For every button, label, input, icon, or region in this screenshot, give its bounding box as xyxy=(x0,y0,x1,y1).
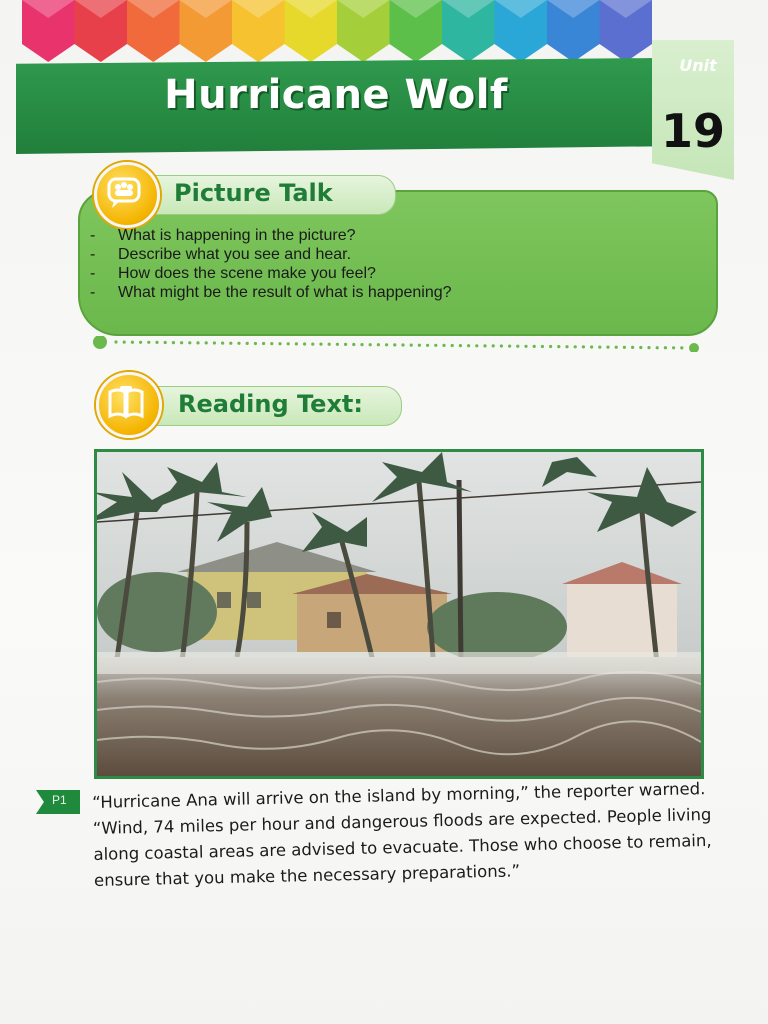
divider-dot xyxy=(205,341,208,344)
unit-number: 19 xyxy=(660,104,725,158)
divider-dot xyxy=(336,343,339,346)
divider-dot xyxy=(393,343,396,346)
reading-paragraph: “Hurricane Ana will arrive on the island by morning,” the reporter warned. “Wind, 74 miles per hour and dangerous floods are expected. People living along coastal areas are advised to evacuate. Those who choose to remain, ensure that you make the necessary preparations.” xyxy=(92,779,712,890)
divider-dot xyxy=(623,346,626,349)
divider-dot xyxy=(426,344,429,347)
divider-dot xyxy=(139,341,142,344)
question-item: - How does the scene make you feel? xyxy=(90,264,452,283)
divider-dot xyxy=(164,341,167,344)
divider-dot xyxy=(401,343,404,346)
divider-dot xyxy=(287,342,290,345)
divider-dot xyxy=(295,342,298,345)
divider-dot xyxy=(229,342,232,345)
divider-dot xyxy=(196,341,199,344)
divider-dot xyxy=(155,341,158,344)
divider-dot xyxy=(352,343,355,346)
divider-dot xyxy=(385,343,388,346)
divider-dot xyxy=(328,343,331,346)
divider-dot xyxy=(631,346,634,349)
divider-dot xyxy=(123,341,126,344)
divider-dot xyxy=(188,341,191,344)
divider-dot xyxy=(237,342,240,345)
divider-dot xyxy=(451,344,454,347)
rainbow-header-band xyxy=(22,0,652,62)
divider-dot xyxy=(377,343,380,346)
picture-talk-questions xyxy=(90,226,452,302)
divider-dot xyxy=(344,343,347,346)
divider-dot xyxy=(656,346,659,349)
divider-dot xyxy=(254,342,257,345)
divider-dot xyxy=(492,344,495,347)
divider-dot xyxy=(639,346,642,349)
divider-dot xyxy=(500,344,503,347)
divider-dot xyxy=(582,345,585,348)
divider-dot xyxy=(410,344,413,347)
divider-dot xyxy=(434,344,437,347)
divider-dot xyxy=(172,341,175,344)
divider-dot xyxy=(459,344,462,347)
divider-dot xyxy=(467,344,470,347)
divider-dot xyxy=(541,345,544,348)
divider-dot xyxy=(664,346,667,349)
paragraph-marker-label: P1 xyxy=(52,793,67,807)
hurricane-storm-photo xyxy=(94,449,704,779)
page-title: Hurricane Wolf xyxy=(164,72,508,118)
open-book-icon-glyph xyxy=(96,372,156,432)
divider-dot xyxy=(131,341,134,344)
unit-label: Unit xyxy=(679,56,717,75)
people-speech-icon xyxy=(94,162,160,228)
divider-dot xyxy=(475,344,478,347)
question-item: - Describe what you see and hear. xyxy=(90,245,452,264)
divider-dot xyxy=(319,343,322,346)
divider-dot xyxy=(524,345,527,348)
divider-dot xyxy=(508,345,511,348)
divider-dot xyxy=(418,344,421,347)
question-item: - What might be the result of what is happening? xyxy=(90,283,452,302)
open-book-icon xyxy=(96,372,162,438)
divider-dot xyxy=(565,345,568,348)
divider-dot xyxy=(180,341,183,344)
divider-dot xyxy=(557,345,560,348)
divider-dot xyxy=(221,342,224,345)
divider-dot xyxy=(516,345,519,348)
divider-dot xyxy=(574,345,577,348)
divider-dot xyxy=(369,343,372,346)
rainbow-chevron-pattern xyxy=(22,0,652,62)
divider-dot xyxy=(672,346,675,349)
divider-dot xyxy=(549,345,552,348)
divider-dot xyxy=(213,341,216,344)
divider-dot xyxy=(311,343,314,346)
question-item: - What is happening in the picture? xyxy=(90,226,452,245)
divider-dot xyxy=(262,342,265,345)
storm-scene-illustration xyxy=(97,452,701,776)
divider-dot xyxy=(114,340,117,343)
people-speech-icon-glyph xyxy=(94,162,154,222)
divider-dot xyxy=(278,342,281,345)
picture-talk-heading: Picture Talk xyxy=(174,179,333,207)
dotted-divider xyxy=(92,336,702,352)
divider-dot xyxy=(680,346,683,349)
divider-dot xyxy=(442,344,445,347)
divider-dot xyxy=(270,342,273,345)
divider-dot xyxy=(647,346,650,349)
divider-dot xyxy=(533,345,536,348)
divider-dot xyxy=(360,343,363,346)
divider-dot xyxy=(246,342,249,345)
divider-dot xyxy=(303,342,306,345)
divider-dot xyxy=(606,346,609,349)
divider-dot xyxy=(483,344,486,347)
divider-dot xyxy=(147,341,150,344)
divider-dot xyxy=(598,346,601,349)
divider-dot xyxy=(615,346,618,349)
divider-dot xyxy=(590,345,593,348)
reading-text-heading: Reading Text: xyxy=(178,390,363,418)
